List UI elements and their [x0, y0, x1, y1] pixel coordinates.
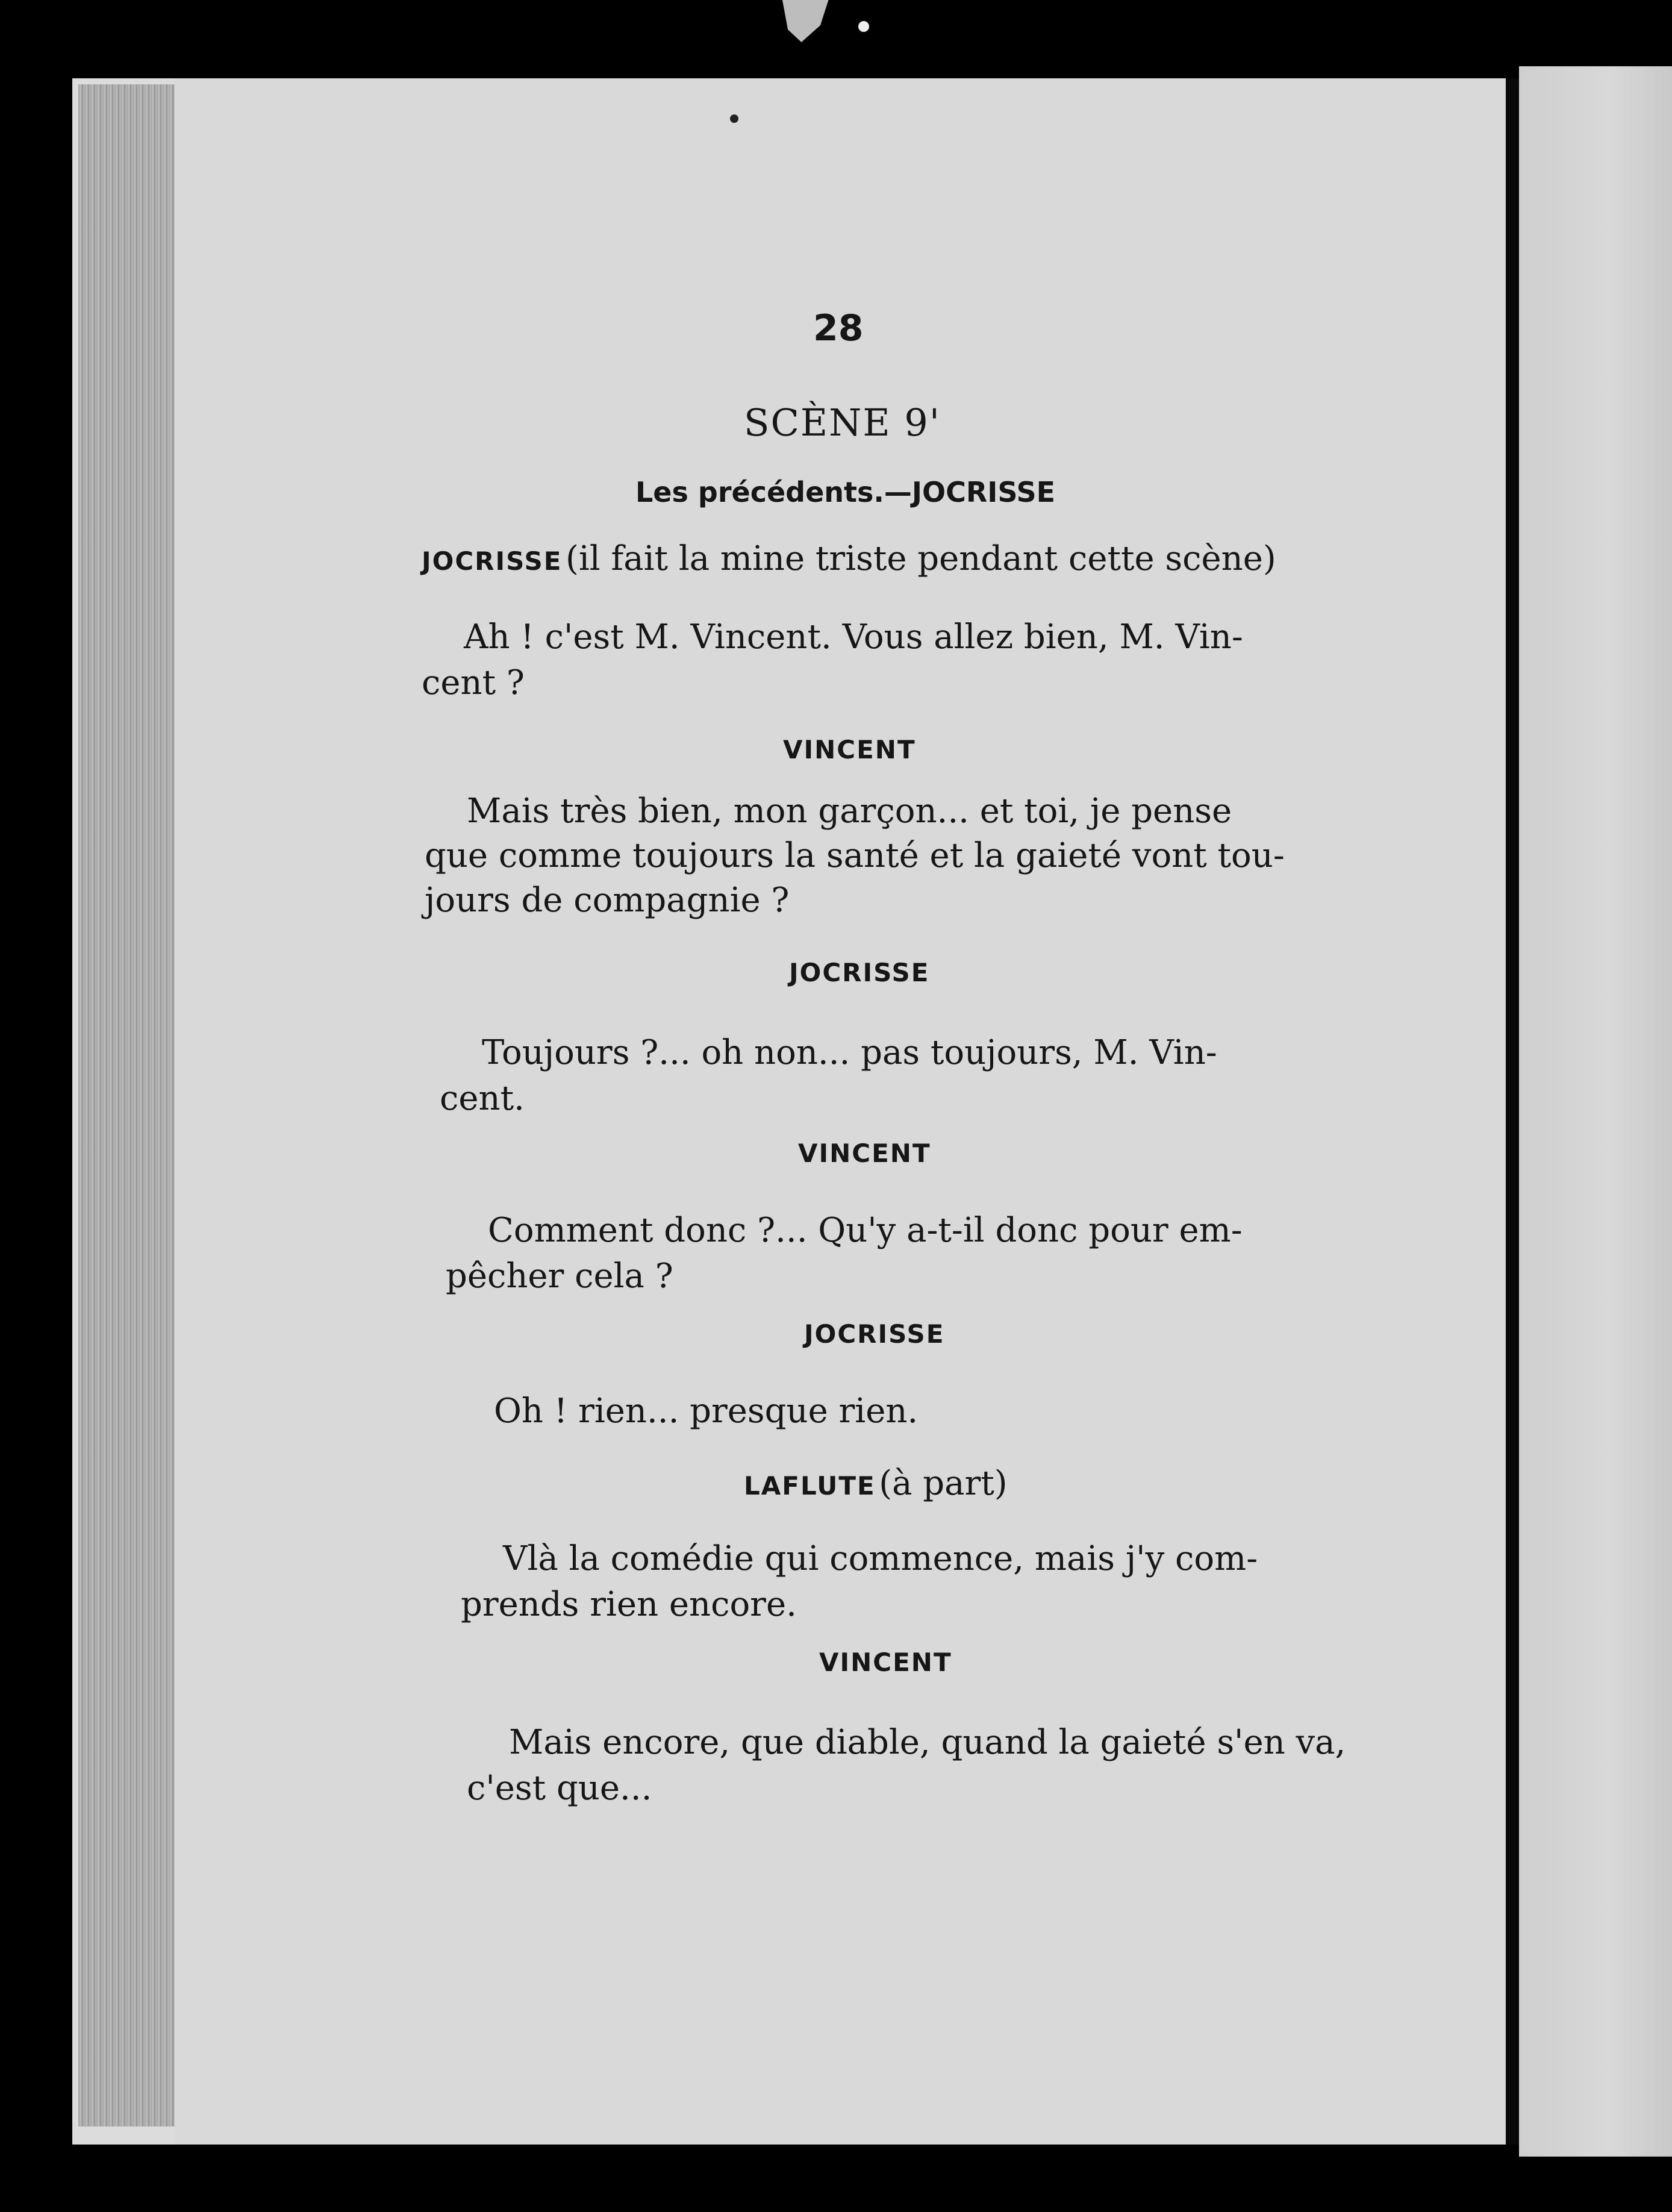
speaker-name: VINCENT — [783, 735, 916, 764]
speck — [858, 21, 869, 32]
line: Vlà la comédie qui commence, mais j'y com- — [503, 1539, 1258, 1578]
line: Toujours ?... oh non... pas toujours, M. Vin- — [482, 1033, 1217, 1072]
speaker-name: VINCENT — [798, 1139, 931, 1168]
line: pêcher cela ? — [446, 1257, 673, 1296]
dialogue-line — [446, 1208, 1243, 1299]
dialogue-line: Oh ! rien... presque rien. — [494, 1392, 919, 1431]
speaker-name: VINCENT — [819, 1648, 952, 1677]
line: cent. — [440, 1079, 525, 1118]
line: c'est que... — [467, 1769, 652, 1808]
line: Mais encore, que diable, quand la gaieté s'en va, — [509, 1723, 1346, 1762]
speaker-heading — [744, 1464, 1008, 1503]
speaker-name: JOCRISSE — [789, 958, 930, 987]
stage-direction: (il fait la mine triste pendant cette scène) — [566, 539, 1276, 578]
line: Mais très bien, mon garçon... et toi, je pense — [467, 792, 1232, 831]
dialogue-line — [425, 789, 1285, 923]
stage-direction: (à part) — [879, 1464, 1008, 1503]
line: que comme toujours la santé et la gaieté vont tou- — [425, 836, 1285, 875]
torn-corner — [777, 0, 831, 42]
speck — [730, 114, 738, 123]
speaker-name: LAFLUTE — [744, 1471, 876, 1501]
speaker-name: JOCRISSE — [804, 1319, 945, 1349]
page-number: 28 — [813, 307, 864, 349]
line: Ah ! c'est M. Vincent. Vous allez bien, M. Vin- — [464, 617, 1243, 657]
facing-page-edge — [1519, 66, 1672, 2157]
dialogue-line — [461, 1536, 1258, 1628]
speaker-name: JOCRISSE — [422, 546, 563, 576]
scene-title: SCÈNE 9' — [744, 401, 941, 445]
page-edges — [78, 84, 181, 2126]
line: jours de compagnie ? — [425, 881, 790, 920]
cast-list: Les précédents.—JOCRISSE — [635, 476, 1056, 508]
line: cent ? — [422, 663, 525, 702]
dialogue-line — [422, 614, 1243, 706]
dialogue-line — [467, 1720, 1346, 1811]
speaker-heading — [422, 539, 1276, 578]
line: prends rien encore. — [461, 1585, 797, 1624]
dialogue-line — [440, 1030, 1217, 1122]
binding-gutter — [1506, 78, 1519, 2145]
line: Comment donc ?... Qu'y a-t-il donc pour em- — [488, 1211, 1243, 1250]
